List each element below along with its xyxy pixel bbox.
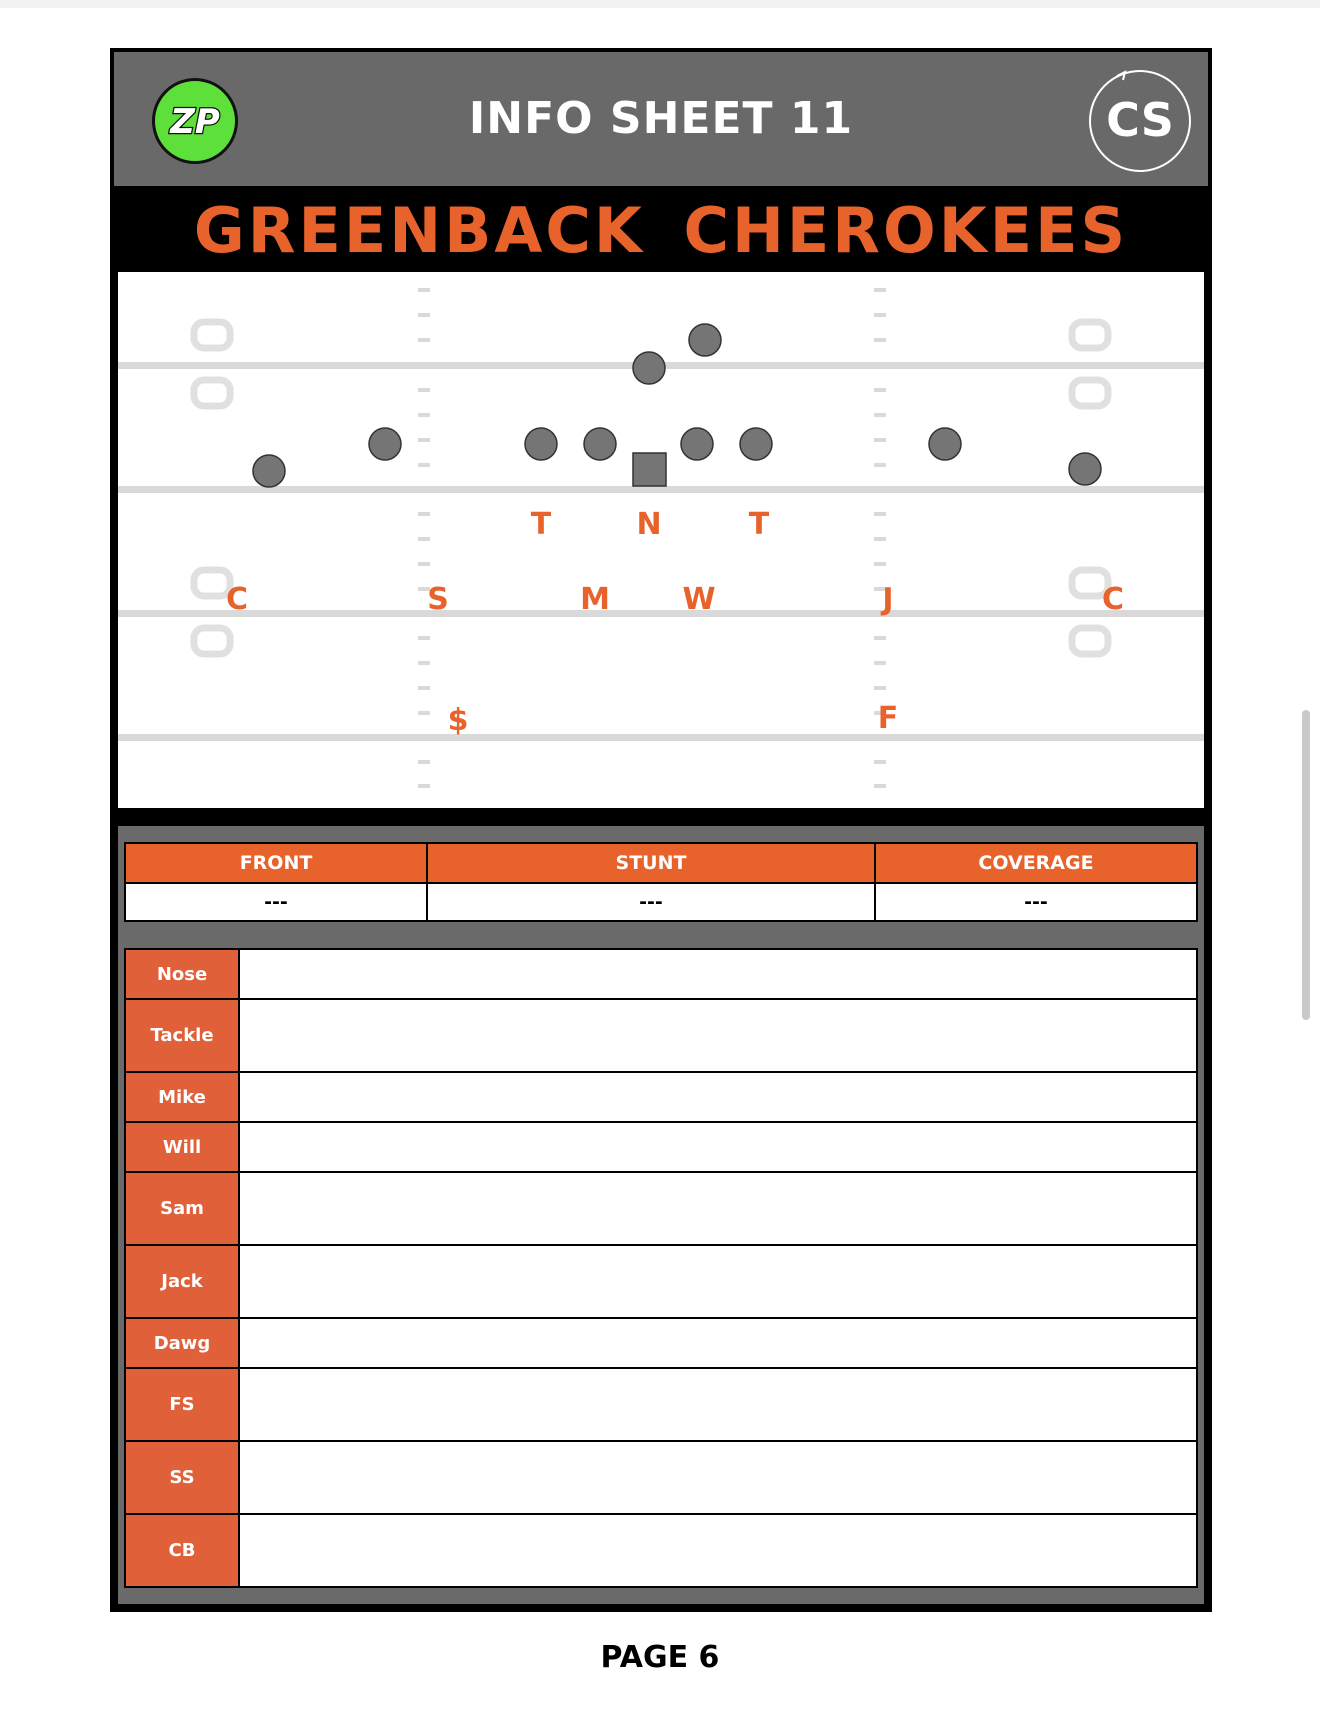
player-wide-left xyxy=(253,455,285,487)
position-label-jack: Jack xyxy=(126,1246,238,1317)
cs-logo-icon xyxy=(1087,68,1193,174)
table-row xyxy=(126,1442,1196,1513)
stunt-value: --- xyxy=(428,884,874,920)
scrollbar[interactable] xyxy=(1302,710,1310,1020)
info-area xyxy=(118,826,1204,1604)
stunt-header: STUNT xyxy=(428,844,874,882)
table-row xyxy=(126,1000,1196,1071)
label-tackle-right: T xyxy=(748,507,770,542)
table-row xyxy=(126,1246,1196,1317)
notes-cell-nose[interactable] xyxy=(240,950,1196,998)
yard-line xyxy=(118,610,1204,617)
label-nose: N xyxy=(636,507,662,542)
team-name: GREENBACK CHEROKEES xyxy=(193,194,1129,267)
notes-cell-cb[interactable] xyxy=(240,1515,1196,1586)
position-label-sam: Sam xyxy=(126,1173,238,1244)
position-label-cb: CB xyxy=(126,1515,238,1586)
coverage-value: --- xyxy=(876,884,1196,920)
player-guard-left xyxy=(584,428,616,460)
svg-text:ZP: ZP xyxy=(170,102,220,142)
position-label-nose: Nose xyxy=(126,950,238,998)
formation-diagram xyxy=(118,272,1204,808)
notes-cell-mike[interactable] xyxy=(240,1073,1196,1121)
notes-cell-sam[interactable] xyxy=(240,1173,1196,1244)
position-label-fs: FS xyxy=(126,1369,238,1440)
notes-cell-ss[interactable] xyxy=(240,1442,1196,1513)
label-tackle-left: T xyxy=(530,507,552,542)
notes-cell-jack[interactable] xyxy=(240,1246,1196,1317)
info-sheet xyxy=(110,48,1212,1612)
table-row xyxy=(126,950,1196,998)
label-corner-left: C xyxy=(225,582,249,617)
sheet-header xyxy=(114,52,1208,186)
position-label-will: Will xyxy=(126,1123,238,1171)
top-strip xyxy=(0,0,1320,8)
summary-table xyxy=(124,842,1198,922)
player-slot-right xyxy=(929,428,961,460)
label-corner-right: C xyxy=(1101,582,1125,617)
player-center xyxy=(633,453,666,486)
notes-cell-will[interactable] xyxy=(240,1123,1196,1171)
position-label-dawg: Dawg xyxy=(126,1319,238,1367)
notes-cell-dawg[interactable] xyxy=(240,1319,1196,1367)
table-row xyxy=(126,1369,1196,1440)
front-value: --- xyxy=(126,884,426,920)
player-quarterback xyxy=(633,352,665,384)
label-will: W xyxy=(682,582,716,617)
yard-line xyxy=(118,486,1204,493)
svg-text:CS: CS xyxy=(1106,93,1174,147)
player-guard-right xyxy=(681,428,713,460)
player-slot-left xyxy=(369,428,401,460)
table-row xyxy=(126,1123,1196,1171)
front-header: FRONT xyxy=(126,844,426,882)
table-row xyxy=(126,1073,1196,1121)
player-tackle-right xyxy=(740,428,772,460)
notes-cell-tackle[interactable] xyxy=(240,1000,1196,1071)
label-jack: J xyxy=(882,582,894,617)
label-sam: S xyxy=(427,582,449,617)
notes-cell-fs[interactable] xyxy=(240,1369,1196,1440)
position-notes-table xyxy=(124,948,1198,1588)
label-mike: M xyxy=(580,582,610,617)
table-row xyxy=(126,1319,1196,1367)
label-free-safety: F xyxy=(877,701,899,736)
player-running-back xyxy=(689,324,721,356)
yard-line xyxy=(118,734,1204,741)
sheet-title: INFO SHEET 11 xyxy=(468,93,854,144)
position-label-ss: SS xyxy=(126,1442,238,1513)
page-number: PAGE 6 xyxy=(600,1640,720,1675)
coverage-header: COVERAGE xyxy=(876,844,1196,882)
player-wide-right xyxy=(1069,453,1101,485)
label-strong-safety: $ xyxy=(447,703,469,738)
table-row xyxy=(126,1515,1196,1586)
player-tackle-left xyxy=(525,428,557,460)
position-label-tackle: Tackle xyxy=(126,1000,238,1071)
position-label-mike: Mike xyxy=(126,1073,238,1121)
table-row xyxy=(126,1173,1196,1244)
